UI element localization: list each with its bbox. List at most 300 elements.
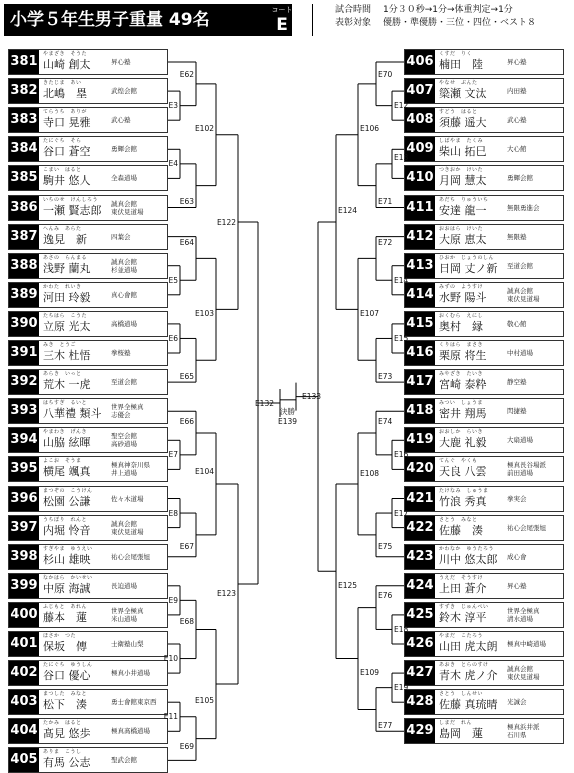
court-label: コート [271,6,293,14]
entry-name: 水野 陽斗 [439,290,487,304]
entry-club [111,79,137,103]
entry-kana: おおはら けいた [439,225,484,232]
match-label-E107: E107 [360,308,380,318]
entry-club [507,661,540,685]
entry-number: 414 [405,283,435,307]
entry-club [507,196,540,220]
entry-number: 402 [9,661,39,685]
entry-kana: たけなみ しゅうま [439,487,489,494]
entry-425 [404,602,564,628]
club-line: 極真小井道場 [111,669,150,678]
entry-number: 420 [405,457,435,481]
entry-number: 390 [9,312,39,336]
match-label-E102: E102 [194,124,214,134]
entry-kana: やまわき げんき [43,429,88,436]
match-label-E11: E11 [163,712,178,722]
club-line: 世界全極真 [111,403,144,412]
entry-422 [404,515,564,541]
match-label-E15: E15 [394,333,409,343]
entry-kana: よこお そうま [43,458,82,465]
club-line: 聖空会館 [111,432,137,441]
entry-number: 393 [9,399,39,423]
match-label-E62: E62 [179,69,194,79]
entry-club [111,50,131,74]
match-label-E10: E10 [163,654,178,664]
entry-kana: ほさか つた [43,633,77,639]
entry-kana: くりはら まさき [439,342,484,348]
club-line: 米山道場 [111,614,137,623]
entry-kana: さとう みなと [439,516,478,523]
entry-club [111,312,137,336]
club-line: 勇士會館東京西 [111,698,157,707]
club-line: 祐心会尾張旭 [111,552,150,561]
entry-club [507,428,533,452]
entry-number: 401 [9,632,39,656]
entry-name: 河田 玲毅 [43,290,91,304]
match-label-E64: E64 [179,238,194,248]
entry-club [507,603,540,627]
entry-number: 392 [9,370,39,394]
entry-number: 398 [9,545,39,569]
club-line: 誠真会館 [111,199,137,208]
match-label-E103: E103 [194,308,214,318]
entry-kana: なかはら かいせい [43,574,93,581]
entry-426 [404,631,564,657]
club-line: 昇心塾 [507,58,527,66]
entry-kana: みやざき たいき [439,371,484,378]
entry-name: 大鹿 礼毅 [439,436,487,450]
entry-389 [8,282,168,308]
club-line: 武心塾 [507,116,527,125]
match-label-E72: E72 [378,238,393,248]
entry-name: 三木 杜悟 [43,349,91,362]
entry-name: 谷口 蒼空 [43,145,91,159]
match-label-E14: E14 [394,275,409,285]
club-line: 極真神奈川県 [111,461,150,470]
entry-424 [404,573,564,599]
entry-name: 竹浪 秀真 [439,494,487,508]
match-label-E16: E16 [394,450,409,460]
match-label-E4: E4 [168,159,178,169]
entry-name: 密井 翔馬 [439,407,487,421]
entry-club [507,312,527,336]
club-line: 清水道場 [507,614,533,623]
entry-club [111,457,150,481]
club-line: 石川県 [507,731,527,740]
entry-number: 403 [9,690,39,714]
entry-408 [404,107,564,133]
club-line: 長迫道場 [111,581,137,590]
entry-number: 389 [9,283,39,307]
entry-number: 423 [405,545,435,569]
entry-number: 399 [9,574,39,598]
match-label-E66: E66 [179,416,194,426]
club-line: 閃捷塾 [507,407,527,416]
match-label-E69: E69 [179,742,194,752]
match-label-E19: E19 [394,683,409,693]
entry-name: 髙見 悠歩 [43,727,91,741]
entry-club [507,137,527,161]
entry-381 [8,49,168,75]
entry-name: 山田 虎太朗 [439,640,498,653]
entry-number: 382 [9,79,39,103]
entry-number: 425 [405,603,435,627]
entry-club [111,254,137,278]
entry-kana: すどう はると [439,109,478,116]
entry-number: 409 [405,137,435,161]
entry-412 [404,224,564,250]
entry-kana: つきおか けいた [439,167,484,174]
club-line: 無限塾 [507,232,527,241]
page-title: 小学５年生男子重量 49名 [4,4,292,36]
entry-kana: ありま こうし [43,749,82,756]
match-label-E75: E75 [378,542,393,552]
entry-kana: たかみ はると [43,720,82,727]
entry-number: 385 [9,166,39,190]
entry-club [507,50,527,74]
match-label-E125: E125 [338,580,358,590]
entry-number: 386 [9,196,39,220]
match-label-E122: E122 [216,217,236,227]
entry-kana: やまだ こたろう [439,633,484,639]
entry-398 [8,544,168,570]
entry-number: 413 [405,254,435,278]
club-line: 拳実会 [507,494,527,503]
entry-name: 柴山 拓巳 [439,145,487,159]
entry-club [507,457,546,481]
entry-429 [404,718,564,744]
entry-416 [404,340,564,366]
entry-club [507,719,540,743]
entry-kana: きたじま あい [43,80,82,87]
entry-kana: しまだ れん [439,720,473,727]
club-line: 真心會館 [111,290,137,299]
entry-name: 須藤 遥大 [439,116,487,130]
entry-kana: まつした みなと [43,691,88,698]
entry-name: 横尾 颯真 [43,465,91,479]
entry-number: 384 [9,137,39,161]
entry-club [111,166,137,190]
club-line: 極真髙橋道場 [111,727,150,736]
entry-kana: みき とうご [43,342,77,348]
entry-number: 396 [9,487,39,511]
entry-club [111,370,137,394]
entry-club [507,487,527,511]
entry-club [111,719,150,743]
club-line: 東伏見道場 [507,294,540,303]
time-key: 試合時間 [335,5,372,15]
entry-kana: やなせ ぶんた [439,80,478,87]
entry-420 [404,456,564,482]
club-line: 極真長谷場派 [507,461,546,470]
entry-kana: こまい はると [43,167,82,174]
entry-number: 405 [9,748,39,772]
entry-name: 日岡 丈ノ新 [439,261,498,275]
entry-club [111,574,137,598]
entry-418 [404,398,564,424]
club-line: 昇心塾 [111,58,131,66]
entry-name: 楠田 陸 [439,58,483,71]
entry-number: 383 [9,108,39,132]
entry-414 [404,282,564,308]
entry-number: 406 [405,50,435,74]
match-label-E67: E67 [179,542,194,552]
entry-name: 鈴木 淳平 [439,610,487,624]
entry-club [507,399,527,423]
club-line: 世界全極真 [111,606,144,615]
entry-name: 簗瀬 文汰 [439,87,487,101]
match-label-E5: E5 [168,275,178,285]
entry-number: 395 [9,457,39,481]
entry-number: 428 [405,690,435,714]
entry-club [111,661,150,685]
entry-kana: すずき じゅんぺい [439,603,489,610]
match-label-E3: E3 [168,101,178,111]
club-line: 東伏見道場 [111,527,144,536]
entry-kana: いちのせ けんしろう [43,196,99,203]
club-line: 無限勇進会 [507,203,540,212]
match-label-E17: E17 [394,508,409,518]
entry-club [111,428,137,452]
entry-club [111,225,131,249]
entry-393 [8,398,168,424]
club-line: 中村道場 [507,349,533,357]
entry-club [111,487,144,511]
match-label-E133: E133 [302,392,322,402]
entry-400 [8,602,168,628]
match-label-E132: E132 [254,398,274,408]
entry-name: 月岡 慧太 [439,174,487,188]
entry-kana: たにぐち そら [43,138,82,145]
match-label-E65: E65 [179,371,194,381]
entry-395 [8,456,168,482]
entry-club [507,166,533,190]
club-line: 世界全極真 [507,606,540,615]
entry-number: 397 [9,516,39,540]
match-label-E9: E9 [168,595,178,605]
match-label-E105: E105 [194,695,214,705]
club-line: 静空塾 [507,378,527,387]
entry-name: 内堀 怜音 [43,523,91,537]
entry-name: 佐藤 真琉晴 [439,698,498,712]
club-line: 誠真会館 [111,257,137,266]
club-line: 全森道場 [111,174,137,183]
entry-name: 駒井 悠人 [43,174,91,188]
club-line: 拳桜塾 [111,349,131,357]
club-line: 昇心塾 [507,581,527,590]
match-label-E123: E123 [216,589,236,599]
entry-name: 天良 八雲 [439,465,487,479]
entry-number: 411 [405,196,435,220]
entry-club [111,341,131,365]
entry-423 [404,544,564,570]
entry-name: 川中 悠太郎 [439,552,498,566]
club-line: 極真中崎道場 [507,640,546,648]
entry-407 [404,78,564,104]
entry-410 [404,165,564,191]
entry-number: 429 [405,719,435,743]
entry-club [507,341,533,365]
club-line: 祐心会尾張旭 [507,523,546,532]
club-line: 前田道場 [507,469,533,478]
club-line: 高砂道場 [111,440,137,449]
entry-kana: あらき いっと [43,371,82,378]
entry-club [507,225,527,249]
entry-club [507,370,527,394]
club-line: 極真浜井派 [507,723,540,732]
entry-name: 中原 海誠 [43,581,91,595]
entry-number: 394 [9,428,39,452]
club-line: 聖武会館 [111,756,137,765]
entry-402 [8,660,168,686]
entry-name: 栗原 将生 [439,349,487,362]
entry-386 [8,195,168,221]
entry-number: 416 [405,341,435,365]
entry-kana: かわた れいき [43,283,82,290]
entry-kana: しばやま たくみ [439,138,484,145]
entry-number: 424 [405,574,435,598]
club-line: 士衛塾山梨 [111,640,144,648]
match-label-E108: E108 [360,469,380,479]
entry-club [507,254,533,278]
match-label-E74: E74 [378,416,393,426]
entry-name: 有馬 公志 [43,756,91,770]
entry-number: 400 [9,603,39,627]
entry-name: 上田 蒼介 [439,581,487,595]
entry-name: 八華禮 類斗 [43,407,102,421]
entry-kana: みつい しょうま [439,400,483,407]
club-line: 至道会館 [111,378,137,387]
entry-kana: てんぐ やくも [439,458,478,465]
entry-club [111,632,144,656]
club-line: 佐々木道場 [111,494,144,503]
entry-kana: さとう しんせい [439,691,484,698]
entry-club [507,516,546,540]
match-label-E12: E12 [394,101,409,111]
entry-number: 421 [405,487,435,511]
entry-club [507,545,527,569]
entry-name: 逸見 新 [43,232,87,246]
entry-club [507,574,527,598]
entry-kana: すぎやま ゆうえい [43,545,93,552]
entry-kana: うえだ そうすけ [439,574,484,581]
entry-name: 松下 湊 [43,698,87,712]
entry-name: 浅野 蘭丸 [43,261,91,275]
match-label-E68: E68 [179,616,194,626]
entry-name: 島岡 蓮 [439,727,483,741]
entry-406 [404,49,564,75]
entry-club [111,545,150,569]
entry-411 [404,195,564,221]
club-line: 大心館 [507,145,527,154]
entry-number: 427 [405,661,435,685]
entry-kana: あさの らんまる [43,254,88,261]
entry-413 [404,253,564,279]
entry-number: 408 [405,108,435,132]
entry-421 [404,486,564,512]
entry-number: 391 [9,341,39,365]
entry-name: 安達 龍一 [439,203,487,217]
entry-name: 佐藤 湊 [439,523,483,537]
entry-club [111,516,144,540]
entry-kana: やまざき そうた [43,51,88,57]
club-line: 勇輝会館 [507,174,533,183]
entry-kana: たにぐち ゆうしん [43,662,93,669]
entry-kana: おおしか らいき [439,429,484,436]
entry-405 [8,747,168,773]
entry-kana: はちすぎ るいと [43,400,88,407]
club-line: 至道会館 [507,261,533,270]
entry-name: 一瀬 賢志郎 [43,203,102,217]
entry-club [111,690,157,714]
entry-415 [404,311,564,337]
entry-number: 426 [405,632,435,656]
entry-name: 寺口 晃雅 [43,116,91,130]
club-line: 武煌会館 [111,87,137,96]
entry-kana: あだち りゅういち [439,196,489,203]
entry-name: 立原 光太 [43,319,91,333]
entry-417 [404,369,564,395]
entry-name: 荒木 一虎 [43,378,91,392]
entry-club [111,748,137,772]
entry-kana: うちぼり れんと [43,516,88,523]
entry-kana: くすだ りく [439,51,473,57]
match-label-E104: E104 [194,467,214,477]
award-value: 優勝・準優勝・三位・四位・ベスト８ [383,18,537,28]
match-label-E13: E13 [394,153,409,163]
entry-club [111,603,144,627]
entry-club [507,690,527,714]
club-line: 井上道場 [111,469,137,478]
club-line: 誠真会館 [507,665,533,674]
match-label-E7: E7 [168,450,178,460]
entry-kana: へんみ あらた [43,225,82,232]
club-line: 成心會 [507,552,527,561]
entry-club [111,283,137,307]
entry-387 [8,224,168,250]
entry-kana: おくむら えにし [439,312,484,319]
entry-number: 381 [9,50,39,74]
entry-club [507,632,546,656]
club-line: 志優会 [111,411,131,420]
club-line: 東伏見道場 [111,207,144,216]
match-label-E8: E8 [168,508,178,518]
entry-number: 415 [405,312,435,336]
entry-392 [8,369,168,395]
entry-name: 青木 虎ノ介 [439,669,498,683]
entry-kana: てらうち ありが [43,109,88,116]
entry-name: 藤本 蓮 [43,610,87,624]
club-line: 敬心館 [507,319,527,328]
club-line: 誠真会館 [507,286,533,295]
match-label-E139: E139 [278,417,298,427]
match-label-E70: E70 [378,69,393,79]
entry-kana: たちはら こうた [43,312,88,319]
entry-number: 422 [405,516,435,540]
entry-number: 387 [9,225,39,249]
entry-kana: ひおか じょうのしん [439,254,495,261]
entry-name: 杉山 雄映 [43,552,91,566]
entry-385 [8,165,168,191]
club-line: 武心塾 [111,116,131,125]
entry-428 [404,689,564,715]
entry-number: 417 [405,370,435,394]
entry-name: 大原 恵太 [439,232,487,246]
entry-kana: あおき とらのすけ [439,662,489,669]
entry-kana: みずの ようすけ [439,283,484,290]
club-line: 大扇道場 [507,436,533,445]
entry-383 [8,107,168,133]
